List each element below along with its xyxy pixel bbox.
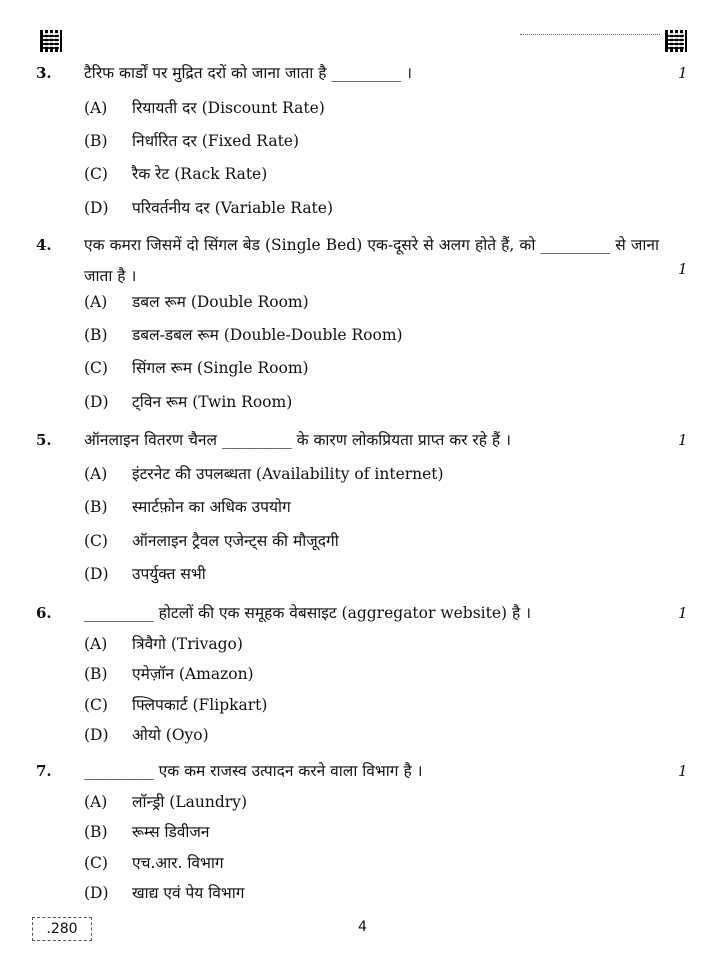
option-label: (B) bbox=[84, 326, 108, 344]
option-d bbox=[84, 883, 245, 903]
option-text: उपर्युक्त सभी bbox=[132, 565, 206, 583]
question-text: _________ एक कम राजस्व उत्पादन करने वाला विभाग है । bbox=[84, 762, 423, 780]
question-marks: 1 bbox=[678, 64, 688, 82]
option-label: (D) bbox=[84, 884, 109, 902]
option-text: ओयो (Oyo) bbox=[132, 726, 209, 744]
option-text: डबल रूम (Double Room) bbox=[132, 293, 309, 311]
option-b bbox=[84, 822, 210, 842]
option-label: (C) bbox=[84, 359, 108, 377]
qr-code-right-icon bbox=[665, 30, 687, 52]
option-b bbox=[84, 131, 299, 151]
paper-code: .280 bbox=[32, 917, 92, 941]
question-marks: 1 bbox=[678, 260, 688, 278]
question-text: _________ होटलों की एक समूहक वेबसाइट (aggregator website) है । bbox=[84, 604, 532, 622]
question-number: 4. bbox=[36, 236, 52, 254]
question-text: एक कमरा जिसमें दो सिंगल बेड (Single Bed) एक-दूसरे से अलग होते हैं, को _________ से जाना जाता है । bbox=[84, 236, 659, 285]
option-c bbox=[84, 531, 339, 551]
option-text: सिंगल रूम (Single Room) bbox=[132, 359, 309, 377]
option-text: रियायती दर (Discount Rate) bbox=[132, 99, 325, 117]
page-number: 4 bbox=[358, 919, 367, 935]
option-d bbox=[84, 198, 333, 218]
option-text: निर्धारित दर (Fixed Rate) bbox=[132, 132, 300, 150]
option-text: एच.आर. विभाग bbox=[132, 854, 224, 872]
option-c bbox=[84, 853, 224, 873]
option-label: (A) bbox=[84, 793, 108, 811]
option-b bbox=[84, 325, 403, 345]
option-text: ऑनलाइन ट्रैवल एजेन्ट्स की मौजूदगी bbox=[132, 532, 339, 550]
option-text: खाद्य एवं पेय विभाग bbox=[132, 884, 245, 902]
question-number: 5. bbox=[36, 431, 52, 449]
option-c bbox=[84, 695, 267, 715]
option-label: (B) bbox=[84, 823, 108, 841]
option-d bbox=[84, 392, 292, 412]
option-label: (D) bbox=[84, 726, 109, 744]
option-c bbox=[84, 164, 267, 184]
option-label: (A) bbox=[84, 293, 108, 311]
question-text: ऑनलाइन वितरण चैनल _________ के कारण लोकप्रियता प्राप्त कर रहे हैं । bbox=[84, 431, 511, 449]
question-number: 6. bbox=[36, 604, 52, 622]
option-a bbox=[84, 792, 247, 812]
option-text: लॉन्ड्री (Laundry) bbox=[132, 793, 247, 811]
option-a bbox=[84, 98, 325, 118]
option-a bbox=[84, 292, 309, 312]
option-label: (C) bbox=[84, 696, 108, 714]
option-label: (A) bbox=[84, 635, 108, 653]
option-text: इंटरनेट की उपलब्धता (Availability of internet) bbox=[132, 465, 444, 483]
option-a bbox=[84, 634, 243, 654]
option-label: (D) bbox=[84, 393, 109, 411]
option-label: (D) bbox=[84, 565, 109, 583]
option-label: (C) bbox=[84, 854, 108, 872]
option-label: (A) bbox=[84, 465, 108, 483]
option-text: रैक रेट (Rack Rate) bbox=[132, 165, 268, 183]
option-text: एमेज़ॉन (Amazon) bbox=[132, 665, 254, 683]
header-microtext bbox=[520, 34, 660, 37]
option-text: रूम्स डिवीजन bbox=[132, 823, 210, 841]
option-label: (C) bbox=[84, 165, 108, 183]
option-text: फ्लिपकार्ट (Flipkart) bbox=[132, 696, 268, 714]
option-d bbox=[84, 564, 206, 584]
option-label: (B) bbox=[84, 665, 108, 683]
option-label: (B) bbox=[84, 132, 108, 150]
option-b bbox=[84, 664, 254, 684]
qr-code-left-icon bbox=[40, 30, 62, 52]
option-label: (B) bbox=[84, 498, 108, 516]
option-c bbox=[84, 358, 309, 378]
question-number: 7. bbox=[36, 762, 52, 780]
option-d bbox=[84, 725, 209, 745]
option-label: (A) bbox=[84, 99, 108, 117]
question-text: टैरिफ कार्डों पर मुद्रित दरों को जाना जाता है _________ । bbox=[84, 64, 412, 82]
option-label: (D) bbox=[84, 199, 109, 217]
option-text: त्रिवैगो (Trivago) bbox=[132, 635, 243, 653]
option-text: ट्विन रूम (Twin Room) bbox=[132, 393, 293, 411]
option-text: परिवर्तनीय दर (Variable Rate) bbox=[132, 199, 334, 217]
option-text: डबल-डबल रूम (Double-Double Room) bbox=[132, 326, 403, 344]
question-number: 3. bbox=[36, 64, 52, 82]
option-text: स्मार्टफ़ोन का अधिक उपयोग bbox=[132, 498, 291, 516]
question-marks: 1 bbox=[678, 762, 688, 780]
question-marks: 1 bbox=[678, 604, 688, 622]
option-a bbox=[84, 464, 444, 484]
question-marks: 1 bbox=[678, 431, 688, 449]
option-b bbox=[84, 497, 291, 517]
option-label: (C) bbox=[84, 532, 108, 550]
